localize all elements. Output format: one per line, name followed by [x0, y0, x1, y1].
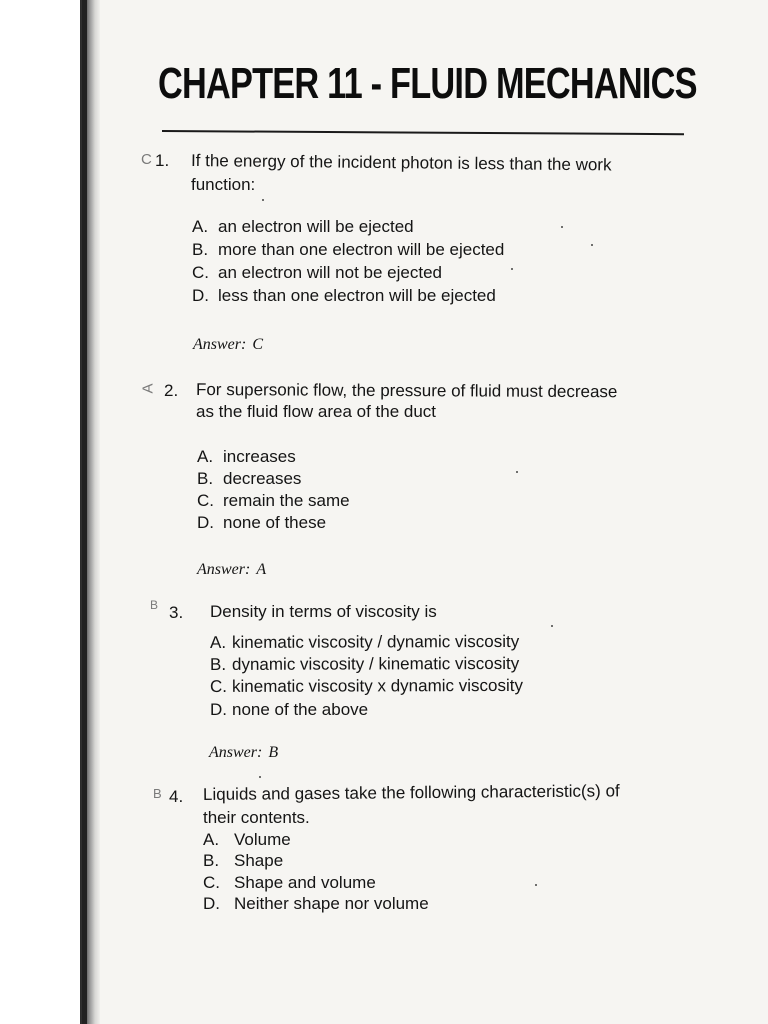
option-a — [203, 829, 291, 851]
option-text: Volume — [234, 830, 291, 849]
option-letter: A. — [197, 447, 214, 466]
scan-speck — [516, 471, 518, 473]
option-c — [210, 675, 523, 698]
option-text: more than one electron will be ejected — [218, 240, 505, 259]
option-text: none of the above — [232, 700, 369, 719]
option-text: remain the same — [223, 491, 350, 510]
scan-speck — [259, 776, 261, 778]
option-b — [203, 850, 283, 872]
option-b — [192, 239, 504, 261]
question-text-line-2: their contents. — [203, 808, 310, 827]
answer-label: Answer: — [197, 561, 251, 578]
option-text: kinematic viscosity x dynamic viscosity — [231, 675, 523, 696]
option-letter: C. — [197, 491, 214, 510]
option-text: an electron will be ejected — [218, 217, 414, 236]
scan-speck — [551, 625, 553, 627]
question-text-line-2: function: — [191, 175, 256, 194]
answer-line — [209, 744, 278, 762]
question-text-line-1: If the energy of the incident photon is less than the work — [190, 151, 612, 175]
option-letter: D. — [210, 700, 227, 719]
option-text: decreases — [223, 469, 302, 488]
answer-value: C — [252, 336, 263, 353]
scan-speck — [511, 268, 513, 270]
option-letter: D. — [192, 286, 209, 305]
chapter-title: CHAPTER 11 - FLUID MECHANICS — [158, 59, 697, 108]
question-number: 2. — [164, 381, 179, 400]
option-d — [203, 893, 429, 915]
option-letter: C. — [209, 676, 228, 696]
option-letter: B. — [197, 469, 214, 488]
option-text: Shape — [234, 851, 284, 870]
option-text: dynamic viscosity / kinematic viscosity — [231, 653, 520, 674]
option-letter: D. — [197, 513, 214, 532]
title-underline — [162, 130, 684, 135]
answer-line — [193, 336, 263, 354]
option-text: less than one electron will be ejected — [218, 286, 496, 305]
option-b — [197, 468, 301, 490]
option-text: Shape and volume — [234, 873, 376, 892]
option-a — [197, 446, 296, 468]
scan-speck — [591, 244, 593, 246]
option-letter: B. — [209, 654, 227, 674]
option-text: increases — [223, 447, 296, 466]
question-text-line-2: as the fluid flow area of the duct — [196, 402, 437, 421]
question-number: 4. — [169, 787, 184, 806]
answer-value: A — [256, 561, 267, 578]
option-c — [192, 262, 442, 284]
option-letter: A. — [203, 830, 220, 849]
option-d — [197, 512, 326, 534]
answer-label: Answer: — [209, 744, 263, 761]
question-handwritten-mark: B — [153, 786, 162, 801]
option-a — [192, 216, 414, 238]
question-handwritten-mark: B — [150, 598, 159, 612]
option-letter: C. — [192, 263, 209, 282]
option-letter: A. — [209, 632, 227, 652]
question-number: 1. — [155, 151, 170, 170]
option-text: Neither shape nor volume — [234, 894, 429, 913]
option-text: kinematic viscosity / dynamic viscosity — [231, 631, 520, 652]
option-letter: B. — [203, 851, 220, 870]
answer-value: B — [268, 744, 279, 761]
question-handwritten-mark: A — [139, 383, 157, 394]
option-letter: C. — [203, 873, 220, 892]
option-c — [197, 490, 350, 512]
option-b — [210, 653, 519, 676]
scan-speck — [561, 226, 563, 228]
option-c — [203, 872, 376, 894]
option-text: an electron will not be ejected — [218, 263, 442, 282]
option-d — [210, 699, 368, 721]
answer-label: Answer: — [193, 336, 247, 353]
option-letter: B. — [192, 240, 209, 259]
option-text: none of these — [223, 513, 327, 532]
answer-line — [197, 561, 266, 579]
question-text-line-1: Liquids and gases take the following characteristic(s) of — [202, 781, 620, 804]
question-text-line-1: Density in terms of viscosity is — [210, 602, 437, 621]
binding-shadow — [82, 0, 87, 1024]
scan-speck — [535, 884, 537, 886]
question-handwritten-mark: C — [141, 151, 152, 168]
question-text-line-1: For supersonic flow, the pressure of fluid must decrease — [195, 380, 618, 402]
option-d — [192, 285, 496, 307]
option-letter: A. — [192, 217, 209, 236]
option-letter: D. — [203, 894, 220, 913]
option-a — [210, 631, 519, 654]
scan-speck — [262, 199, 264, 201]
left-margin — [0, 0, 80, 1024]
question-number: 3. — [169, 603, 184, 622]
